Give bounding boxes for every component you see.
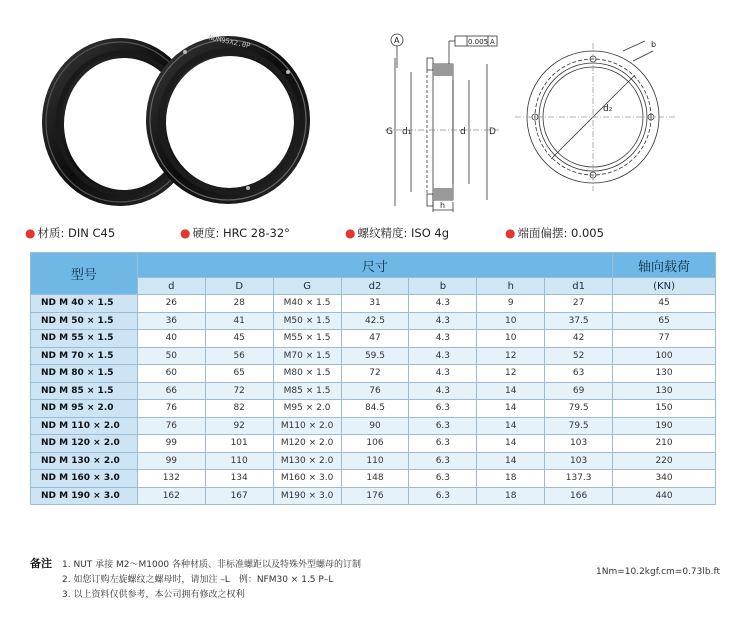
table-row bbox=[31, 365, 716, 383]
cell-model: ND M 95 × 2.0 bbox=[31, 400, 138, 418]
cell-h: 10 bbox=[477, 312, 545, 330]
cell-b: 4.3 bbox=[409, 365, 477, 383]
note-item: 3. 以上资料仅供参考，本公司拥有修改之权利 bbox=[62, 590, 245, 600]
dim-d2: d₂ bbox=[603, 104, 613, 114]
cell-G: M70 × 1.5 bbox=[273, 347, 341, 365]
cell-h: 14 bbox=[477, 452, 545, 470]
dim-h: h bbox=[440, 201, 446, 210]
tolerance-datum: A bbox=[490, 38, 495, 46]
col-d1: d1 bbox=[545, 278, 613, 295]
cell-D: 41 bbox=[205, 312, 273, 330]
cell-h: 18 bbox=[477, 470, 545, 488]
table-row bbox=[31, 400, 716, 418]
spec-hardness: ● 硬度: HRC 28-32° bbox=[180, 226, 290, 240]
cell-load: 77 bbox=[613, 330, 716, 348]
product-photo bbox=[40, 22, 320, 212]
spec-table bbox=[30, 252, 716, 505]
cell-d2: 176 bbox=[341, 487, 409, 505]
cell-G: M130 × 2.0 bbox=[273, 452, 341, 470]
cell-d: 50 bbox=[137, 347, 205, 365]
cell-h: 12 bbox=[477, 365, 545, 383]
table-row bbox=[31, 487, 716, 505]
cell-h: 14 bbox=[477, 382, 545, 400]
cell-model: ND M 110 × 2.0 bbox=[31, 417, 138, 435]
col-load-unit: (KN) bbox=[613, 278, 716, 295]
tolerance-value: 0.005 bbox=[468, 38, 489, 46]
cell-d2: 148 bbox=[341, 470, 409, 488]
cell-d1: 52 bbox=[545, 347, 613, 365]
cell-h: 14 bbox=[477, 435, 545, 453]
cell-b: 6.3 bbox=[409, 452, 477, 470]
cell-load: 150 bbox=[613, 400, 716, 418]
cell-load: 130 bbox=[613, 365, 716, 383]
dim-D: D bbox=[489, 127, 496, 137]
datum-label: A bbox=[394, 36, 400, 45]
cell-G: M55 × 1.5 bbox=[273, 330, 341, 348]
dim-G: G bbox=[386, 127, 393, 137]
cell-model: ND M 130 × 2.0 bbox=[31, 452, 138, 470]
cell-d1: 37.5 bbox=[545, 312, 613, 330]
cell-D: 28 bbox=[205, 295, 273, 313]
cell-model: ND M 80 × 1.5 bbox=[31, 365, 138, 383]
front-view-drawing bbox=[515, 35, 680, 195]
cell-load: 210 bbox=[613, 435, 716, 453]
col-D: D bbox=[205, 278, 273, 295]
cell-D: 167 bbox=[205, 487, 273, 505]
cell-G: M190 × 3.0 bbox=[273, 487, 341, 505]
col-h: h bbox=[477, 278, 545, 295]
cell-d: 99 bbox=[137, 452, 205, 470]
cell-load: 440 bbox=[613, 487, 716, 505]
cell-load: 45 bbox=[613, 295, 716, 313]
cell-G: M50 × 1.5 bbox=[273, 312, 341, 330]
cell-G: M40 × 1.5 bbox=[273, 295, 341, 313]
cell-model: ND M 85 × 1.5 bbox=[31, 382, 138, 400]
table-row bbox=[31, 382, 716, 400]
cell-D: 72 bbox=[205, 382, 273, 400]
notes-label: 备注 bbox=[30, 557, 52, 570]
cell-d2: 31 bbox=[341, 295, 409, 313]
table-row bbox=[31, 417, 716, 435]
cell-d: 76 bbox=[137, 417, 205, 435]
cell-G: M80 × 1.5 bbox=[273, 365, 341, 383]
cell-D: 56 bbox=[205, 347, 273, 365]
table-row bbox=[31, 435, 716, 453]
cell-d: 26 bbox=[137, 295, 205, 313]
table-row bbox=[31, 452, 716, 470]
cell-model: ND M 120 × 2.0 bbox=[31, 435, 138, 453]
col-b: b bbox=[409, 278, 477, 295]
section-drawing bbox=[375, 30, 505, 215]
note-item: 1. NUT 承接 M2～M1000 各种材质、非标准螺距以及特殊外型螺母的订制 bbox=[62, 560, 362, 570]
cell-d1: 79.5 bbox=[545, 417, 613, 435]
spec-row bbox=[15, 225, 715, 243]
col-d2: d2 bbox=[341, 278, 409, 295]
cell-D: 110 bbox=[205, 452, 273, 470]
dim-d1: d₁ bbox=[402, 127, 412, 137]
spec-thread-precision: ● 螺纹精度: ISO 4g bbox=[345, 226, 450, 240]
engraving-text: NDM95X2.0P bbox=[208, 33, 251, 51]
cell-load: 220 bbox=[613, 452, 716, 470]
cell-b: 4.3 bbox=[409, 295, 477, 313]
unit-conversion: 1Nm=10.2kgf.cm=0.73lb.ft bbox=[595, 567, 720, 577]
cell-d1: 103 bbox=[545, 452, 613, 470]
cell-d1: 166 bbox=[545, 487, 613, 505]
table-row bbox=[31, 330, 716, 348]
cell-h: 9 bbox=[477, 295, 545, 313]
header-size: 尺寸 bbox=[137, 253, 612, 278]
cell-model: ND M 70 × 1.5 bbox=[31, 347, 138, 365]
cell-load: 340 bbox=[613, 470, 716, 488]
cell-d: 76 bbox=[137, 400, 205, 418]
cell-d: 162 bbox=[137, 487, 205, 505]
cell-d2: 106 bbox=[341, 435, 409, 453]
bullet-icon: ● bbox=[345, 226, 356, 240]
cell-d: 60 bbox=[137, 365, 205, 383]
cell-load: 130 bbox=[613, 382, 716, 400]
cell-b: 6.3 bbox=[409, 470, 477, 488]
cell-D: 92 bbox=[205, 417, 273, 435]
cell-b: 4.3 bbox=[409, 330, 477, 348]
cell-model: ND M 50 × 1.5 bbox=[31, 312, 138, 330]
cell-G: M120 × 2.0 bbox=[273, 435, 341, 453]
spec-material: ● 材质: DIN C45 bbox=[25, 226, 116, 240]
cell-d: 40 bbox=[137, 330, 205, 348]
cell-D: 45 bbox=[205, 330, 273, 348]
cell-d1: 42 bbox=[545, 330, 613, 348]
cell-d: 66 bbox=[137, 382, 205, 400]
table-body bbox=[31, 295, 716, 505]
bullet-icon: ● bbox=[505, 226, 516, 240]
cell-d2: 42.5 bbox=[341, 312, 409, 330]
cell-model: ND M 190 × 3.0 bbox=[31, 487, 138, 505]
bullet-icon: ● bbox=[25, 226, 36, 240]
cell-d2: 76 bbox=[341, 382, 409, 400]
cell-d2: 72 bbox=[341, 365, 409, 383]
cell-d2: 59.5 bbox=[341, 347, 409, 365]
dim-d: d bbox=[460, 127, 466, 137]
col-d: d bbox=[137, 278, 205, 295]
table-row bbox=[31, 295, 716, 313]
cell-h: 14 bbox=[477, 400, 545, 418]
cell-model: ND M 55 × 1.5 bbox=[31, 330, 138, 348]
cell-d1: 79.5 bbox=[545, 400, 613, 418]
cell-d1: 137.3 bbox=[545, 470, 613, 488]
cell-h: 14 bbox=[477, 417, 545, 435]
cell-G: M85 × 1.5 bbox=[273, 382, 341, 400]
cell-load: 190 bbox=[613, 417, 716, 435]
cell-G: M110 × 2.0 bbox=[273, 417, 341, 435]
cell-d1: 69 bbox=[545, 382, 613, 400]
cell-D: 65 bbox=[205, 365, 273, 383]
table-row bbox=[31, 470, 716, 488]
cell-model: ND M 160 × 3.0 bbox=[31, 470, 138, 488]
cell-b: 6.3 bbox=[409, 417, 477, 435]
cell-d: 132 bbox=[137, 470, 205, 488]
table-row bbox=[31, 312, 716, 330]
cell-d2: 90 bbox=[341, 417, 409, 435]
header-model: 型号 bbox=[31, 253, 138, 295]
note-item: 2. 如您订购左旋螺纹之螺母时，请加注 –L 例：NFM30 × 1.5 P–L bbox=[62, 575, 334, 585]
cell-load: 100 bbox=[613, 347, 716, 365]
header-load: 轴向载荷 bbox=[613, 253, 716, 278]
table-row bbox=[31, 347, 716, 365]
cell-h: 12 bbox=[477, 347, 545, 365]
cell-h: 10 bbox=[477, 330, 545, 348]
spec-face-runout: ● 端面偏摆: 0.005 bbox=[505, 226, 604, 240]
cell-G: M95 × 2.0 bbox=[273, 400, 341, 418]
cell-d2: 47 bbox=[341, 330, 409, 348]
cell-b: 6.3 bbox=[409, 435, 477, 453]
cell-b: 4.3 bbox=[409, 347, 477, 365]
bullet-icon: ● bbox=[180, 226, 191, 240]
cell-d: 36 bbox=[137, 312, 205, 330]
cell-D: 101 bbox=[205, 435, 273, 453]
cell-d1: 103 bbox=[545, 435, 613, 453]
cell-G: M160 × 3.0 bbox=[273, 470, 341, 488]
cell-d2: 110 bbox=[341, 452, 409, 470]
cell-b: 6.3 bbox=[409, 487, 477, 505]
cell-b: 6.3 bbox=[409, 400, 477, 418]
cell-d1: 63 bbox=[545, 365, 613, 383]
cell-d1: 27 bbox=[545, 295, 613, 313]
cell-d: 99 bbox=[137, 435, 205, 453]
cell-D: 82 bbox=[205, 400, 273, 418]
cell-b: 4.3 bbox=[409, 312, 477, 330]
col-G: G bbox=[273, 278, 341, 295]
cell-b: 4.3 bbox=[409, 382, 477, 400]
cell-d2: 84.5 bbox=[341, 400, 409, 418]
cell-model: ND M 40 × 1.5 bbox=[31, 295, 138, 313]
cell-h: 18 bbox=[477, 487, 545, 505]
cell-load: 65 bbox=[613, 312, 716, 330]
dim-b: b bbox=[651, 40, 657, 49]
cell-D: 134 bbox=[205, 470, 273, 488]
